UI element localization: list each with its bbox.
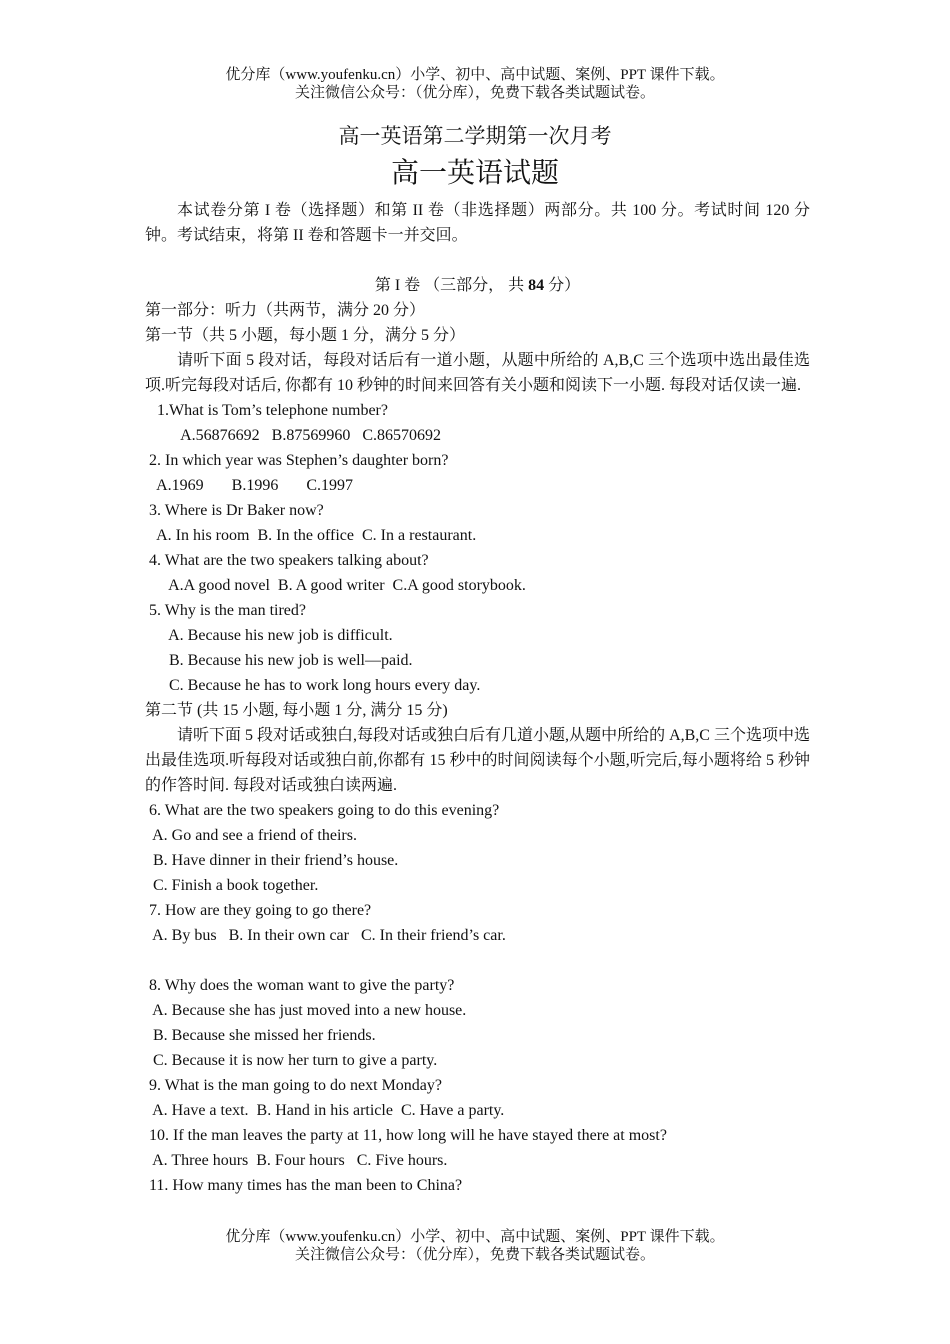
exam-body	[145, 198, 810, 1198]
question-line: 2. In which year was Stephen’s daughter born?	[145, 452, 449, 469]
option-line: A.56876692 B.87569960 C.86570692	[145, 427, 442, 444]
option-line: C. Because it is now her turn to give a party.	[145, 1052, 438, 1069]
question-line: 11. How many times has the man been to China?	[145, 1177, 463, 1194]
page-header	[0, 66, 950, 102]
option-line: B. Because his new job is well—paid.	[145, 652, 413, 669]
footer-line-1: 优分库（www.youfenku.cn）小学、初中、高中试题、案例、PPT 课件下载。	[225, 1229, 725, 1245]
option-line: A.1969 B.1996 C.1997	[145, 477, 354, 494]
option-line: A. Because his new job is difficult.	[145, 627, 393, 644]
title-block	[0, 120, 950, 194]
option-line: A. Go and see a friend of theirs.	[145, 827, 357, 844]
section-2-instructions: 请听下面 5 段对话或独白,每段对话或独白后有几道小题,从题中所给的 A,B,C 三个选项中选出最佳选项.听每段对话或独白前,你都有 15 秒中的时间阅读每个小题,听完后,每小题将给 5 秒钟的作答时间. 每段对话或独白读两遍.	[145, 727, 810, 794]
question-line: 8. Why does the woman want to give the party?	[145, 977, 455, 994]
question-line: 7. How are they going to go there?	[145, 902, 372, 919]
exam-intro: 本试卷分第 I 卷（选择题）和第 II 卷（非选择题）两部分。共 100 分。考试时间 120 分钟。考试结束，将第 II 卷和答题卡一并交回。	[145, 202, 810, 244]
option-line: C. Because he has to work long hours every day.	[145, 677, 481, 694]
volume-1-heading: 第 I 卷 （三部分， 共 84 分）	[374, 277, 581, 294]
option-line: A. In his room B. In the office C. In a restaurant.	[145, 527, 477, 544]
footer-line-2: 关注微信公众号：（优分库），免费下载各类试题试卷。	[294, 1247, 655, 1263]
option-line: A. By bus B. In their own car C. In their friend’s car.	[145, 927, 506, 944]
question-line: 6. What are the two speakers going to do this evening?	[145, 802, 500, 819]
option-line: B. Have dinner in their friend’s house.	[145, 852, 399, 869]
option-line: A. Have a text. B. Hand in his article C. Have a party.	[145, 1102, 505, 1119]
question-line: 9. What is the man going to do next Monday?	[145, 1077, 442, 1094]
page-footer	[0, 1228, 950, 1264]
question-line: 4. What are the two speakers talking about?	[145, 552, 429, 569]
option-line: A. Three hours B. Four hours C. Five hours.	[145, 1152, 448, 1169]
exam-title: 高一英语试题	[390, 158, 559, 189]
option-line: C. Finish a book together.	[145, 877, 319, 894]
header-line-2: 关注微信公众号：（优分库），免费下载各类试题试卷。	[294, 85, 655, 101]
exam-subtitle: 高一英语第二学期第一次月考	[338, 124, 612, 148]
section-1-instructions: 请听下面 5 段对话，每段对话后有一道小题，从题中所给的 A,B,C 三个选项中选出最佳选项.听完每段对话后, 你都有 10 秒钟的时间来回答有关小题和阅读下一小题. 每段对话仅读一遍.	[145, 352, 810, 394]
question-line: 3. Where is Dr Baker now?	[145, 502, 324, 519]
question-line: 5. Why is the man tired?	[145, 602, 306, 619]
header-line-1: 优分库（www.youfenku.cn）小学、初中、高中试题、案例、PPT 课件下载。	[225, 67, 725, 83]
part-1-title: 第一部分：听力（共两节，满分 20 分）	[145, 302, 426, 319]
question-line: 10. If the man leaves the party at 11, how long will he have stayed there at most?	[145, 1127, 667, 1144]
question-line: 1.What is Tom’s telephone number?	[145, 402, 388, 419]
option-line: A.A good novel B. A good writer C.A good storybook.	[145, 577, 526, 594]
option-line: B. Because she missed her friends.	[145, 1027, 376, 1044]
option-line: A. Because she has just moved into a new house.	[145, 1002, 467, 1019]
section-1-title: 第一节（共 5 小题，每小题 1 分，满分 5 分）	[145, 327, 466, 344]
section-2-title: 第二节 (共 15 小题, 每小题 1 分, 满分 15 分)	[145, 702, 448, 719]
